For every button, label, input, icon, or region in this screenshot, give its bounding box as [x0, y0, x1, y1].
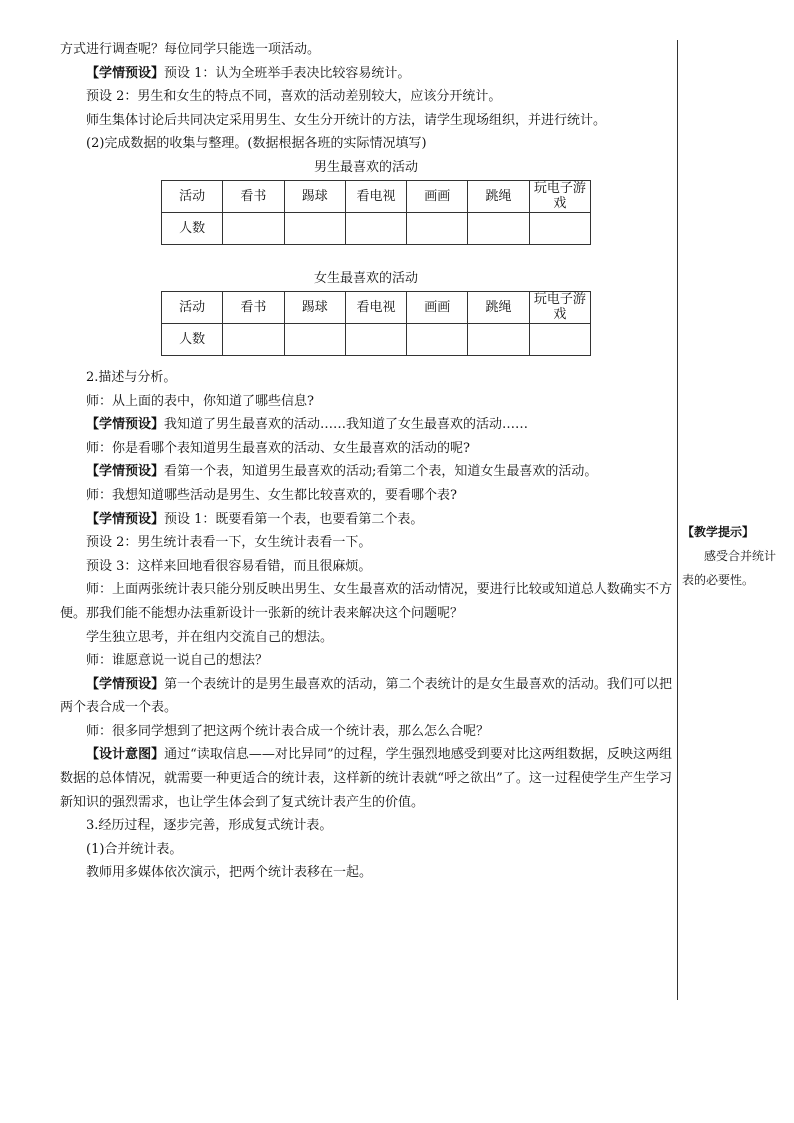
paragraph-text: 预设 3：这样来回地看很容易看错，而且很麻烦。	[86, 558, 372, 574]
paragraph-text: (2)完成数据的收集与整理。(数据根据各班的实际情况填写)	[86, 136, 427, 152]
teaching-tip-label: 【教学提示】	[682, 525, 755, 539]
paragraph-text: 师：我想知道哪些活动是男生、女生都比较喜欢的，要看哪个表?	[86, 487, 457, 503]
annotation-tag: 【设计意图】	[86, 747, 165, 763]
header-cell: 画画	[407, 180, 468, 212]
paragraph	[60, 484, 672, 508]
discussion-paragraphs	[60, 366, 672, 885]
boys-table-caption: 男生最喜欢的活动	[313, 159, 418, 175]
paragraph-text: 我知道了男生最喜欢的活动……我知道了女生最喜欢的活动……	[164, 417, 529, 433]
header-cell: 画画	[407, 291, 468, 323]
girls-activity-table	[161, 291, 591, 356]
paragraph	[60, 531, 672, 555]
table-cell	[284, 323, 345, 355]
paragraph-text: 2.描述与分析。	[86, 369, 177, 385]
header-cell: 活动	[162, 291, 223, 323]
table-row	[162, 212, 591, 244]
paragraph	[60, 555, 672, 579]
annotation-tag: 【学情预设】	[86, 65, 165, 81]
annotation-tag: 【学情预设】	[86, 676, 165, 692]
lesson-body	[60, 38, 672, 885]
paragraph-text: 师：很多同学想到了把这两个统计表合成一个统计表，那么怎么合呢？	[86, 723, 490, 739]
table-header-row	[162, 180, 591, 212]
row-label: 人数	[162, 212, 223, 244]
paragraph	[60, 861, 672, 885]
header-cell: 看书	[223, 291, 284, 323]
table-cell	[468, 323, 529, 355]
paragraph	[60, 109, 672, 133]
table-cell	[223, 323, 284, 355]
header-cell: 跳绳	[468, 180, 529, 212]
paragraph-text: (1)合并统计表。	[86, 841, 183, 857]
paragraph-text: 师：谁愿意说一说自己的想法？	[86, 653, 269, 669]
header-cell: 玩电子游戏	[529, 180, 590, 212]
girls-table-caption: 女生最喜欢的活动	[313, 270, 418, 286]
annotation-tag: 【学情预设】	[86, 511, 165, 527]
table-header-row	[162, 291, 591, 323]
paragraph	[60, 390, 672, 414]
column-divider	[677, 40, 678, 1000]
paragraph	[60, 508, 672, 532]
header-cell: 玩电子游戏	[529, 291, 590, 323]
table-row	[162, 323, 591, 355]
header-cell: 看书	[223, 180, 284, 212]
paragraph	[60, 85, 672, 109]
paragraph	[60, 720, 672, 744]
paragraph	[60, 626, 672, 650]
paragraph	[60, 460, 672, 484]
table-cell	[223, 212, 284, 244]
paragraph	[60, 38, 672, 62]
paragraph	[60, 132, 672, 156]
header-cell: 踢球	[284, 291, 345, 323]
table-cell	[468, 212, 529, 244]
table-cell	[345, 323, 406, 355]
paragraph	[60, 838, 672, 862]
header-cell: 看电视	[345, 180, 406, 212]
annotation-tag: 【学情预设】	[86, 464, 165, 480]
paragraph-text: 通过“读取信息——对比异同”的过程，学生强烈地感受到要对比这两组数据，反映这两组数据的总体情况，就需要一种更适合的统计表，这样新的统计表就“呼之欲出”了。这一过程使学生产生学习新知识的强烈需求，也让学生体会到了复式统计表产生的价值。	[60, 747, 672, 810]
paragraph	[60, 814, 672, 838]
paragraph	[60, 413, 672, 437]
paragraph	[60, 366, 672, 390]
intro-paragraphs	[60, 38, 672, 156]
table-cell	[407, 212, 468, 244]
paragraph-text: 预设 2：男生统计表看一下，女生统计表看一下。	[86, 535, 372, 551]
header-cell: 跳绳	[468, 291, 529, 323]
header-cell: 活动	[162, 180, 223, 212]
row-label: 人数	[162, 323, 223, 355]
paragraph-text: 教师用多媒体依次演示，把两个统计表移在一起。	[86, 865, 373, 881]
paragraph-text: 师：从上面的表中，你知道了哪些信息?	[86, 393, 314, 409]
paragraph-text: 方式进行调查呢？每位同学只能选一项活动。	[60, 42, 321, 57]
paragraph-text: 师：上面两张统计表只能分别反映出男生、女生最喜欢的活动情况，要进行比较或知道总人数确实不方便。那我们能不能想办法重新设计一张新的统计表来解决这个问题呢？	[60, 582, 672, 621]
header-cell: 踢球	[284, 180, 345, 212]
annotation-tag: 【学情预设】	[86, 417, 165, 433]
paragraph-text: 预设 2：男生和女生的特点不同，喜欢的活动差别较大，应该分开统计。	[86, 89, 502, 105]
paragraph	[60, 437, 672, 461]
paragraph	[60, 649, 672, 673]
table-cell	[284, 212, 345, 244]
header-cell: 看电视	[345, 291, 406, 323]
table-cell	[407, 323, 468, 355]
paragraph-text: 看第一个表，知道男生最喜欢的活动;看第二个表，知道女生最喜欢的活动。	[164, 464, 598, 480]
paragraph	[60, 62, 672, 86]
table-cell	[529, 212, 590, 244]
teaching-tip-text: 感受合并统计表的必要性。	[682, 549, 777, 587]
paragraph-text: 学生独立思考，并在组内交流自己的想法。	[86, 629, 334, 645]
paragraph-text: 预设 1：认为全班举手表决比较容易统计。	[164, 65, 411, 81]
table-cell	[345, 212, 406, 244]
table-cell	[529, 323, 590, 355]
paragraph-text: 师生集体讨论后共同决定采用男生、女生分开统计的方法，请学生现场组织，并进行统计。	[86, 112, 607, 128]
paragraph-text: 师：你是看哪个表知道男生最喜欢的活动、女生最喜欢的活动的呢?	[86, 440, 470, 456]
paragraph	[60, 578, 672, 625]
paragraph-text: 预设 1：既要看第一个表，也要看第二个表。	[164, 511, 424, 527]
boys-activity-table	[161, 180, 591, 245]
paragraph	[60, 673, 672, 720]
teaching-tip	[682, 520, 782, 592]
paragraph-text: 3.经历过程，逐步完善，形成复式统计表。	[86, 818, 333, 834]
paragraph-text: 第一个表统计的是男生最喜欢的活动，第二个表统计的是女生最喜欢的活动。我们可以把两个表合成一个表。	[60, 676, 672, 716]
paragraph	[60, 743, 672, 814]
